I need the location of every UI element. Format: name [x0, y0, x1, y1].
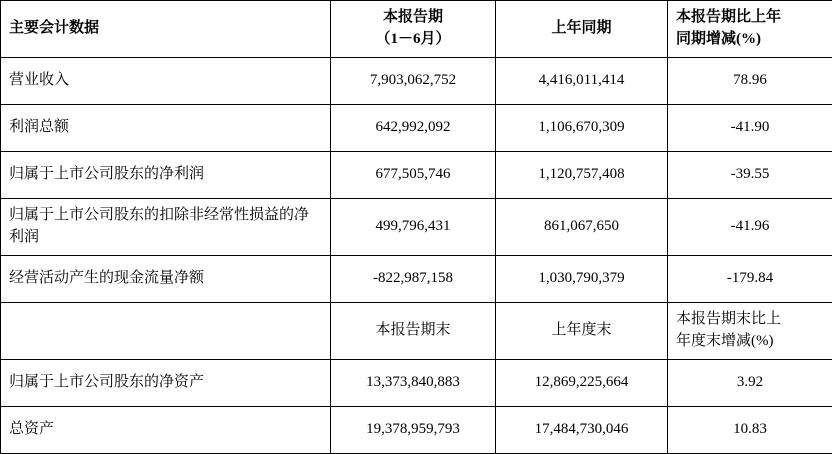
row-previous-value: 17,484,730,046: [496, 407, 668, 454]
table-subheader-row: [1, 303, 832, 360]
row-change-value: 78.96: [668, 58, 832, 105]
subheader-cell-period-end: 本报告期末: [331, 303, 496, 360]
row-label: 营业收入: [1, 58, 331, 105]
row-current-value: 677,505,746: [331, 152, 496, 199]
subheader-cell-prior-year-end: 上年度末: [496, 303, 668, 360]
row-current-value: -822,987,158: [331, 256, 496, 303]
row-current-value: 19,378,959,793: [331, 407, 496, 454]
row-current-value: 7,903,062,752: [331, 58, 496, 105]
table-row: [1, 105, 832, 152]
row-label: 总资产: [1, 407, 331, 454]
table-header-row: [1, 1, 832, 58]
row-change-value: -41.90: [668, 105, 832, 152]
subheader-change-line1: 本报告期末比上: [676, 309, 824, 331]
row-change-value: -179.84: [668, 256, 832, 303]
header-change-line2: 同期增减(%): [676, 29, 824, 51]
row-previous-value: 4,416,011,414: [496, 58, 668, 105]
row-change-value: 3.92: [668, 360, 832, 407]
header-current-period-line2: （1－6月）: [339, 29, 487, 51]
row-label: 利润总额: [1, 105, 331, 152]
row-label: 经营活动产生的现金流量净额: [1, 256, 331, 303]
header-current-period-line1: 本报告期: [339, 7, 487, 29]
table-row: [1, 360, 832, 407]
row-current-value: 499,796,431: [331, 199, 496, 256]
header-cell-metric: [1, 1, 331, 58]
row-label: 归属于上市公司股东的扣除非经常性损益的净利润: [1, 199, 331, 256]
row-change-value: -39.55: [668, 152, 832, 199]
row-change-value: 10.83: [668, 407, 832, 454]
subheader-cell-blank: [1, 303, 331, 360]
table-row: [1, 407, 832, 454]
header-metric-label: 主要会计数据: [9, 20, 99, 36]
row-label: 归属于上市公司股东的净资产: [1, 360, 331, 407]
row-change-value: -41.96: [668, 199, 832, 256]
subheader-change-line2: 年度末增减(%): [676, 331, 824, 353]
header-change-line1: 本报告期比上年: [676, 7, 824, 29]
row-previous-value: 1,030,790,379: [496, 256, 668, 303]
row-previous-value: 861,067,650: [496, 199, 668, 256]
table-row: [1, 199, 832, 256]
header-cell-change: [668, 1, 832, 58]
subheader-cell-change: [668, 303, 832, 360]
row-previous-value: 12,869,225,664: [496, 360, 668, 407]
table-row: [1, 256, 832, 303]
row-previous-value: 1,120,757,408: [496, 152, 668, 199]
table-row: [1, 152, 832, 199]
header-cell-current-period: [331, 1, 496, 58]
row-previous-value: 1,106,670,309: [496, 105, 668, 152]
row-label: 归属于上市公司股东的净利润: [1, 152, 331, 199]
row-current-value: 642,992,092: [331, 105, 496, 152]
row-current-value: 13,373,840,883: [331, 360, 496, 407]
table-row: [1, 58, 832, 105]
header-cell-previous-period: [496, 1, 668, 58]
header-previous-period-label: 上年同期: [551, 20, 611, 36]
